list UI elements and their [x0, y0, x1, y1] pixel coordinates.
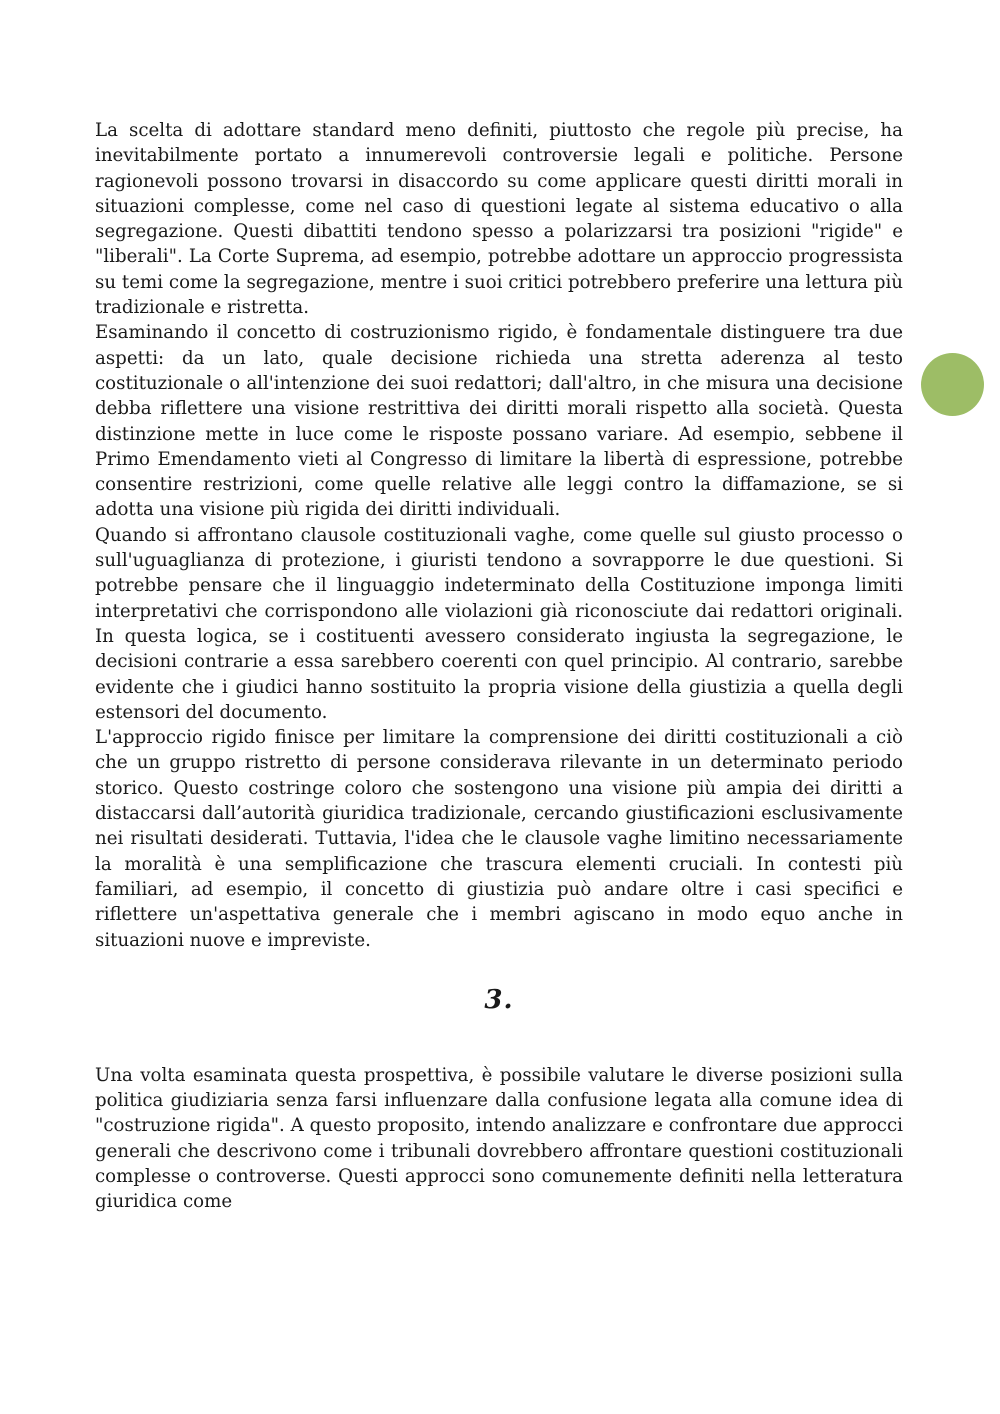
body-paragraph: Quando si affrontano clausole costituzionali vaghe, come quelle sul giusto processo o sull'uguaglianza di protezione, i giuristi tendono a sovrapporre le due questioni. Si potrebbe pensare che il linguaggio indeterminato della Costituzione imponga limiti interpretativi che corrispondono alle violazioni già riconosciute dai redattori originali. In questa logica, se i costituenti avessero considerato ingiusta la segregazione, le decisioni contrarie a essa sarebbero coerenti con quel principio. Al contrario, sarebbe evidente che i giudici hanno sostituito la propria visione della giustizia a quella degli estensori del documento.	[95, 524, 903, 723]
body-paragraph: Esaminando il concetto di costruzionismo rigido, è fondamentale distinguere tra due aspetti: da un lato, quale decisione richieda una stretta aderenza al testo costituzionale o all'intenzione dei suoi redattori; dall'altro, in che misura una decisione debba riflettere una visione restrittiva dei diritti morali rispetto alla società. Questa distinzione mette in luce come le risposte possano variare. Ad esempio, sebbene il Primo Emendamento vieti al Congresso di limitare la libertà di espressione, potrebbe consentire restrizioni, come quelle relative alle leggi contro la diffamazione, se si adotta una visione più rigida dei diritti individuali.	[95, 322, 903, 521]
body-paragraph: La scelta di adottare standard meno definiti, piuttosto che regole più precise, ha inevitabilmente portato a innumerevoli controversie legali e politiche. Persone ragionevoli possono trovarsi in disaccordo su come applicare questi diritti morali in situazioni complesse, come nel caso di questioni legate al sistema educativo o alla segregazione. Questi dibattiti tendono spesso a polarizzarsi tra posizioni "rigide" e "liberali". La Corte Suprema, ad esempio, potrebbe adottare un approccio progressista su temi come la segregazione, mentre i suoi critici potrebbero preferire una lettura più tradizionale e ristretta.	[95, 120, 903, 319]
page-marker-dot	[921, 353, 984, 416]
body-paragraph: Una volta esaminata questa prospettiva, è possibile valutare le diverse posizioni sulla politica giudiziaria senza farsi influenzare dalla confusione legata alla comune idea di "costruzione rigida". A questo proposito, intendo analizzare e confrontare due approcci generali che descrivono come i tribunali dovrebbero affrontare questioni costituzionali complesse o controverse. Questi approcci sono comunemente definiti nella letteratura giuridica come	[95, 1064, 903, 1213]
page-body	[95, 118, 903, 1215]
body-paragraph: L'approccio rigido finisce per limitare la comprensione dei diritti costituzionali a ciò che un gruppo ristretto di persone considerava rilevante in un determinato periodo storico. Questo costringe coloro che sostengono una visione più ampia dei diritti a distaccarsi dall’autorità giuridica tradizionale, cercando giustificazioni esclusivamente nei risultati desiderati. Tuttavia, l'idea che le clausole vaghe limitino necessariamente la moralità è una semplificazione che trascura elementi cruciali. In contesti più familiari, ad esempio, il concetto di giustizia può andare oltre i casi specifici e riflettere un'aspettativa generale che i membri agiscano in modo equo anche in situazioni nuove e impreviste.	[95, 727, 903, 951]
section-heading: 3.	[484, 984, 514, 1015]
